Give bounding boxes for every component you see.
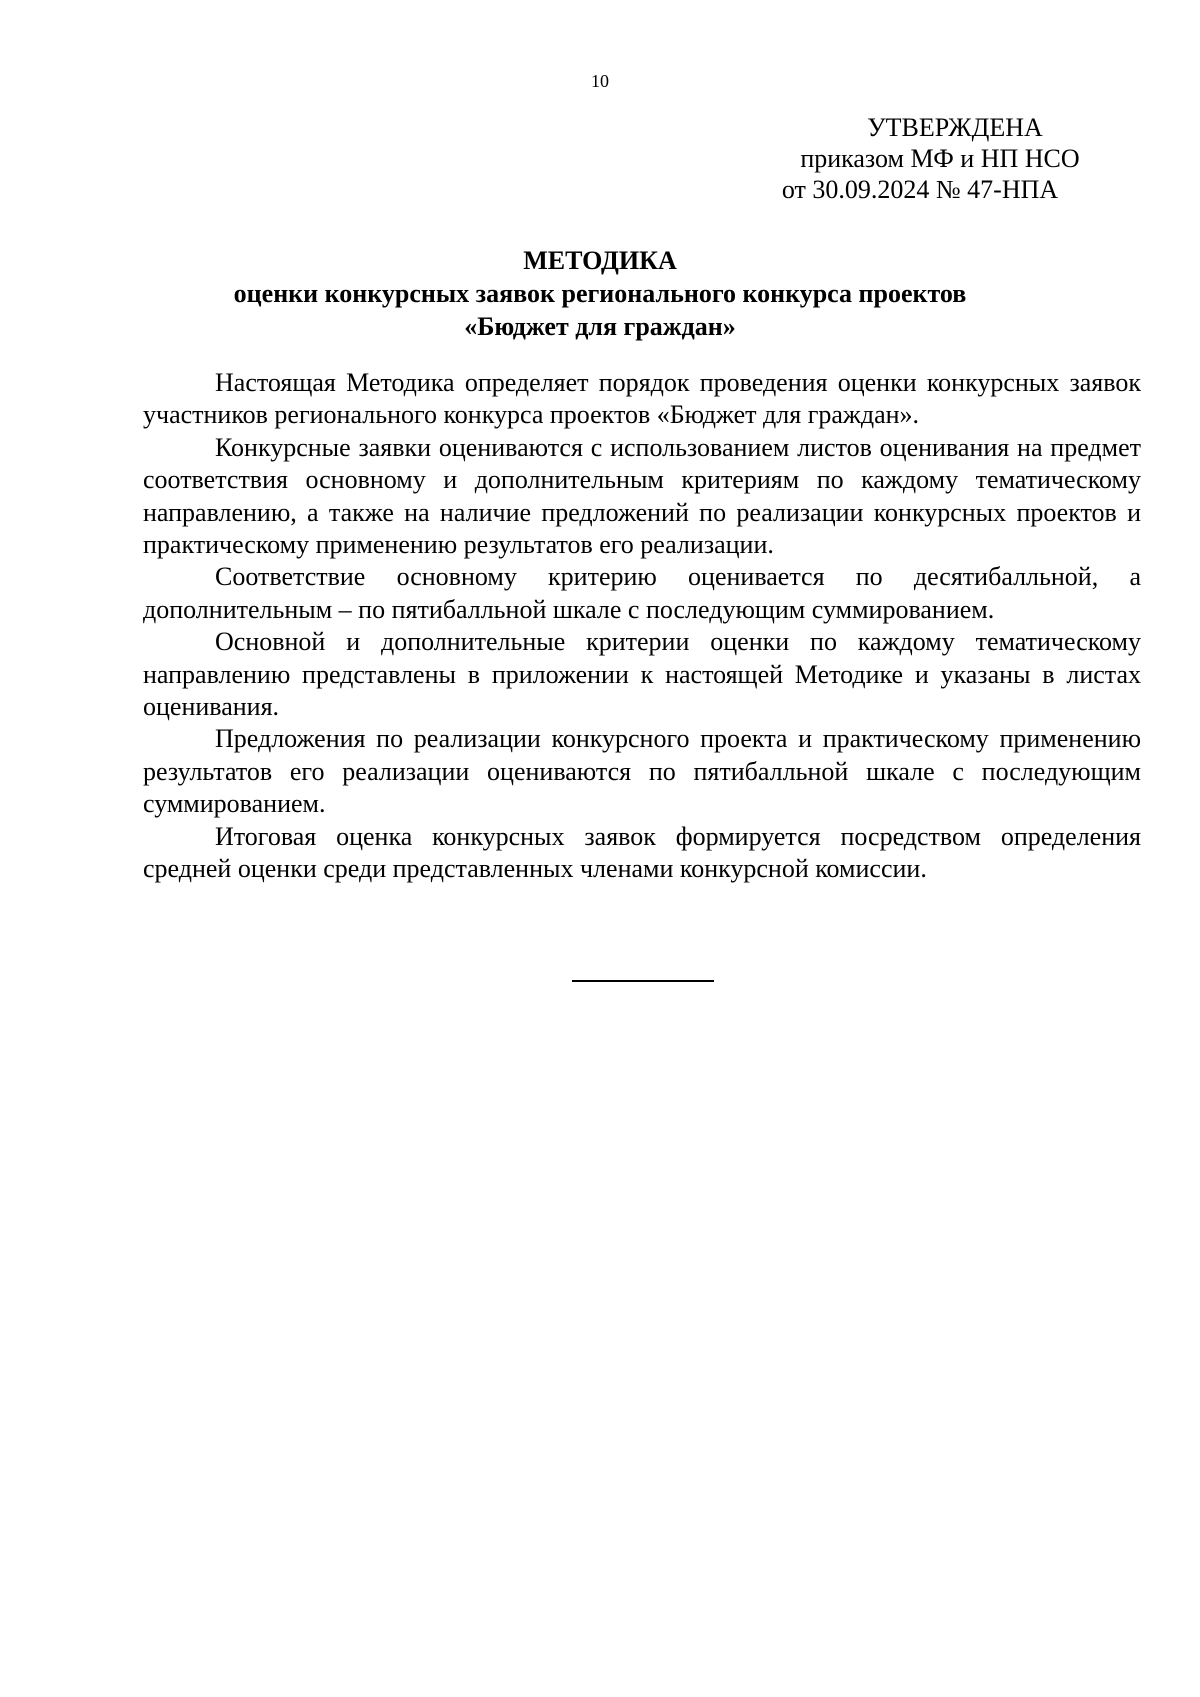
paragraph: Основной и дополнительные критерии оценки по каждому тематическому направлению представлены в приложении к настоящей Методике и указаны в листах оценивания. [143, 627, 1141, 722]
approval-order: приказом МФ и НП НСО [800, 144, 1080, 173]
end-separator-line [572, 980, 714, 982]
approval-status: УТВЕРЖДЕНА [867, 113, 1043, 142]
document-title [0, 244, 1200, 343]
page-number: 10 [591, 71, 609, 91]
approval-date: от 30.09.2024 № 47-НПА [781, 175, 1059, 204]
paragraph: Конкурсные заявки оцениваются с использованием листов оценивания на предмет соответствия основному и дополнительным критериям по каждому тематическому направлению, а также на наличие предложений по реализации конкурсных проектов и практическому применению результатов его реализации. [143, 432, 1141, 560]
paragraph: Настоящая Методика определяет порядок проведения оценки конкурсных заявок участников регионального конкурса проектов «Бюджет для граждан». [143, 368, 1141, 430]
title-subtitle-line-1: оценки конкурсных заявок регионального конкурса проектов [233, 279, 967, 308]
paragraph: Итоговая оценка конкурсных заявок формируется посредством определения средней оценки среди представленных членами конкурсной комиссии. [143, 821, 1141, 884]
paragraph: Предложения по реализации конкурсного проекта и практическому применению результатов его реализации оцениваются по пятибалльной шкале с последующим суммированием. [143, 724, 1141, 819]
title-main: МЕТОДИКА [523, 246, 677, 275]
title-subtitle-line-2: «Бюджет для граждан» [464, 312, 736, 341]
approval-stamp [700, 112, 1140, 205]
document-body [143, 367, 1141, 886]
paragraph: Соответствие основному критерию оценивается по десятибалльной, а дополнительным – по пятибалльной шкале с последующим суммированием. [143, 562, 1141, 624]
